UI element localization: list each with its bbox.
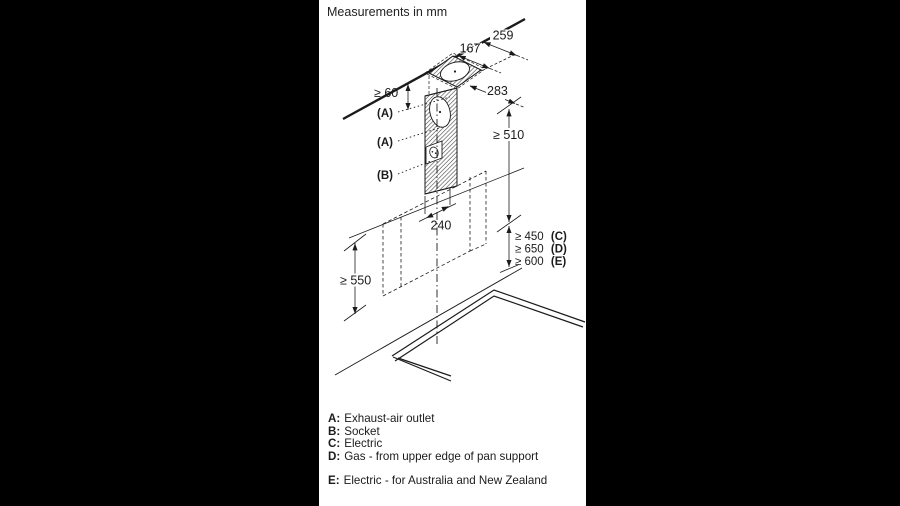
clearance-d-value: ≥ 650 bbox=[515, 243, 544, 256]
legend-text-a: Exhaust-air outlet bbox=[344, 412, 435, 425]
legend-key-b: B: bbox=[328, 424, 341, 438]
clearance-c bbox=[515, 231, 567, 243]
callout-b: (B) bbox=[377, 170, 393, 182]
legend-text-c: Electric bbox=[344, 437, 383, 450]
wall-duct-area bbox=[425, 88, 457, 194]
clearance-c-key: (C) bbox=[550, 231, 567, 243]
clearance-e bbox=[515, 256, 566, 268]
dim-550-label: ≥ 550 bbox=[340, 273, 372, 288]
page-title: Measurements in mm bbox=[327, 5, 448, 19]
dim-510 bbox=[497, 97, 521, 232]
callout-a1: (A) bbox=[377, 108, 393, 120]
legend-item-d bbox=[328, 451, 547, 464]
clearance-c-value: ≥ 450 bbox=[515, 231, 544, 243]
dim-283-label: 283 bbox=[487, 84, 508, 98]
clearance-d bbox=[515, 244, 567, 256]
dim-60-label: ≥ 60 bbox=[374, 86, 399, 100]
callout-a2: (A) bbox=[377, 137, 393, 149]
legend-item-e bbox=[328, 475, 547, 488]
legend-key-e: E: bbox=[328, 474, 340, 487]
clearance-e-key: (E) bbox=[550, 256, 567, 268]
dim-167-label: 167 bbox=[459, 41, 481, 56]
legend-text-b: Socket bbox=[344, 424, 380, 438]
legend-key-c: C: bbox=[328, 437, 341, 450]
dim-510-label: ≥ 510 bbox=[493, 128, 525, 142]
content-panel bbox=[319, 0, 586, 506]
dim-240-label: 240 bbox=[430, 218, 452, 233]
clearance-d-key: (D) bbox=[550, 243, 567, 256]
legend bbox=[328, 413, 547, 488]
legend-text-d: Gas - from upper edge of pan support bbox=[344, 449, 539, 463]
clearance-e-value: ≥ 600 bbox=[515, 256, 544, 268]
legend-key-d: D: bbox=[328, 449, 341, 463]
legend-text-e: Electric - for Australia and New Zealand bbox=[343, 474, 548, 487]
legend-key-a: A: bbox=[328, 412, 341, 425]
dim-259-label: 259 bbox=[492, 28, 514, 43]
